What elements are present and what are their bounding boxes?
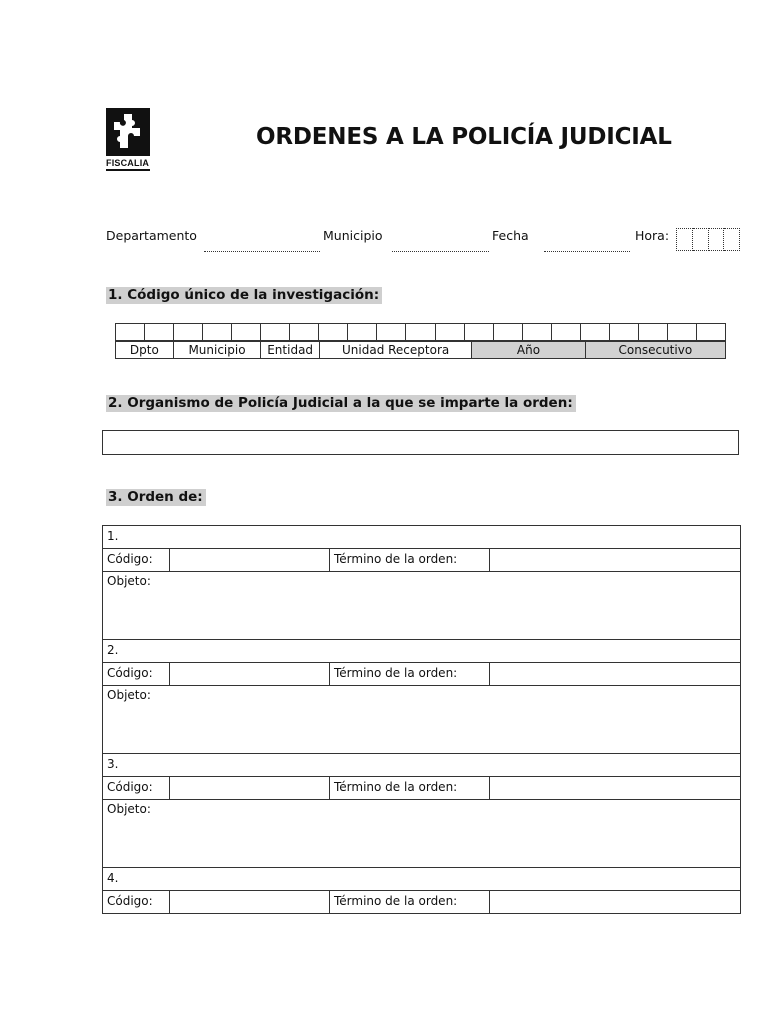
termino-label: Término de la orden: [330,891,490,913]
puzzle-icon [106,108,150,156]
hora-field[interactable] [676,228,740,251]
termino-label: Término de la orden: [330,549,490,571]
order-code-row [103,549,740,572]
municipio-field[interactable] [392,251,489,252]
code-label-entidad: Entidad [261,341,320,359]
section1-heading: 1. Código único de la investigación: [106,287,382,304]
orders-table [102,525,741,914]
codigo-label: Código: [103,663,170,685]
termino-field[interactable] [490,663,740,685]
termino-field[interactable] [490,549,740,571]
termino-field[interactable] [490,891,740,913]
order-code-row [103,777,740,800]
code-label-dpto: Dpto [115,341,174,359]
departamento-field[interactable] [204,251,320,252]
codigo-field[interactable] [170,777,330,799]
code-label-unidad: Unidad Receptora [320,341,472,359]
order-code-row [103,891,740,913]
objeto-field[interactable] [103,572,740,640]
codigo-unico-grid[interactable] [115,323,726,341]
codigo-field[interactable] [170,549,330,571]
termino-label: Término de la orden: [330,663,490,685]
objeto-field[interactable] [103,686,740,754]
hora-label: Hora: [635,228,670,243]
fecha-field[interactable] [544,251,630,252]
codigo-field[interactable] [170,891,330,913]
termino-label: Término de la orden: [330,777,490,799]
code-label-ano: Año [472,341,585,359]
section3-heading: 3. Orden de: [106,489,206,506]
codigo-label: Código: [103,549,170,571]
page-title: ORDENES A LA POLICÍA JUDICIAL [256,124,672,150]
objeto-label: Objeto: [107,688,151,702]
order-code-row [103,663,740,686]
codigo-label: Código: [103,777,170,799]
order-number: 4. [103,868,740,891]
fecha-label: Fecha [492,228,529,243]
termino-field[interactable] [490,777,740,799]
objeto-label: Objeto: [107,574,151,588]
municipio-label: Municipio [323,228,383,243]
objeto-field[interactable] [103,800,740,868]
order-number: 3. [103,754,740,777]
organismo-field[interactable] [102,430,739,455]
code-label-consecutivo: Consecutivo [586,341,726,359]
codigo-label: Código: [103,891,170,913]
order-number: 1. [103,526,740,549]
departamento-label: Departamento [106,228,197,243]
logo-text: FISCALIA [106,158,150,168]
logo-subtext-bar [106,169,150,171]
code-label-municipio: Municipio [174,341,262,359]
objeto-label: Objeto: [107,802,151,816]
fiscalia-logo [106,108,150,174]
codigo-field[interactable] [170,663,330,685]
order-number: 2. [103,640,740,663]
section2-heading: 2. Organismo de Policía Judicial a la que se imparte la orden: [106,395,576,412]
codigo-unico-labels [115,341,726,359]
